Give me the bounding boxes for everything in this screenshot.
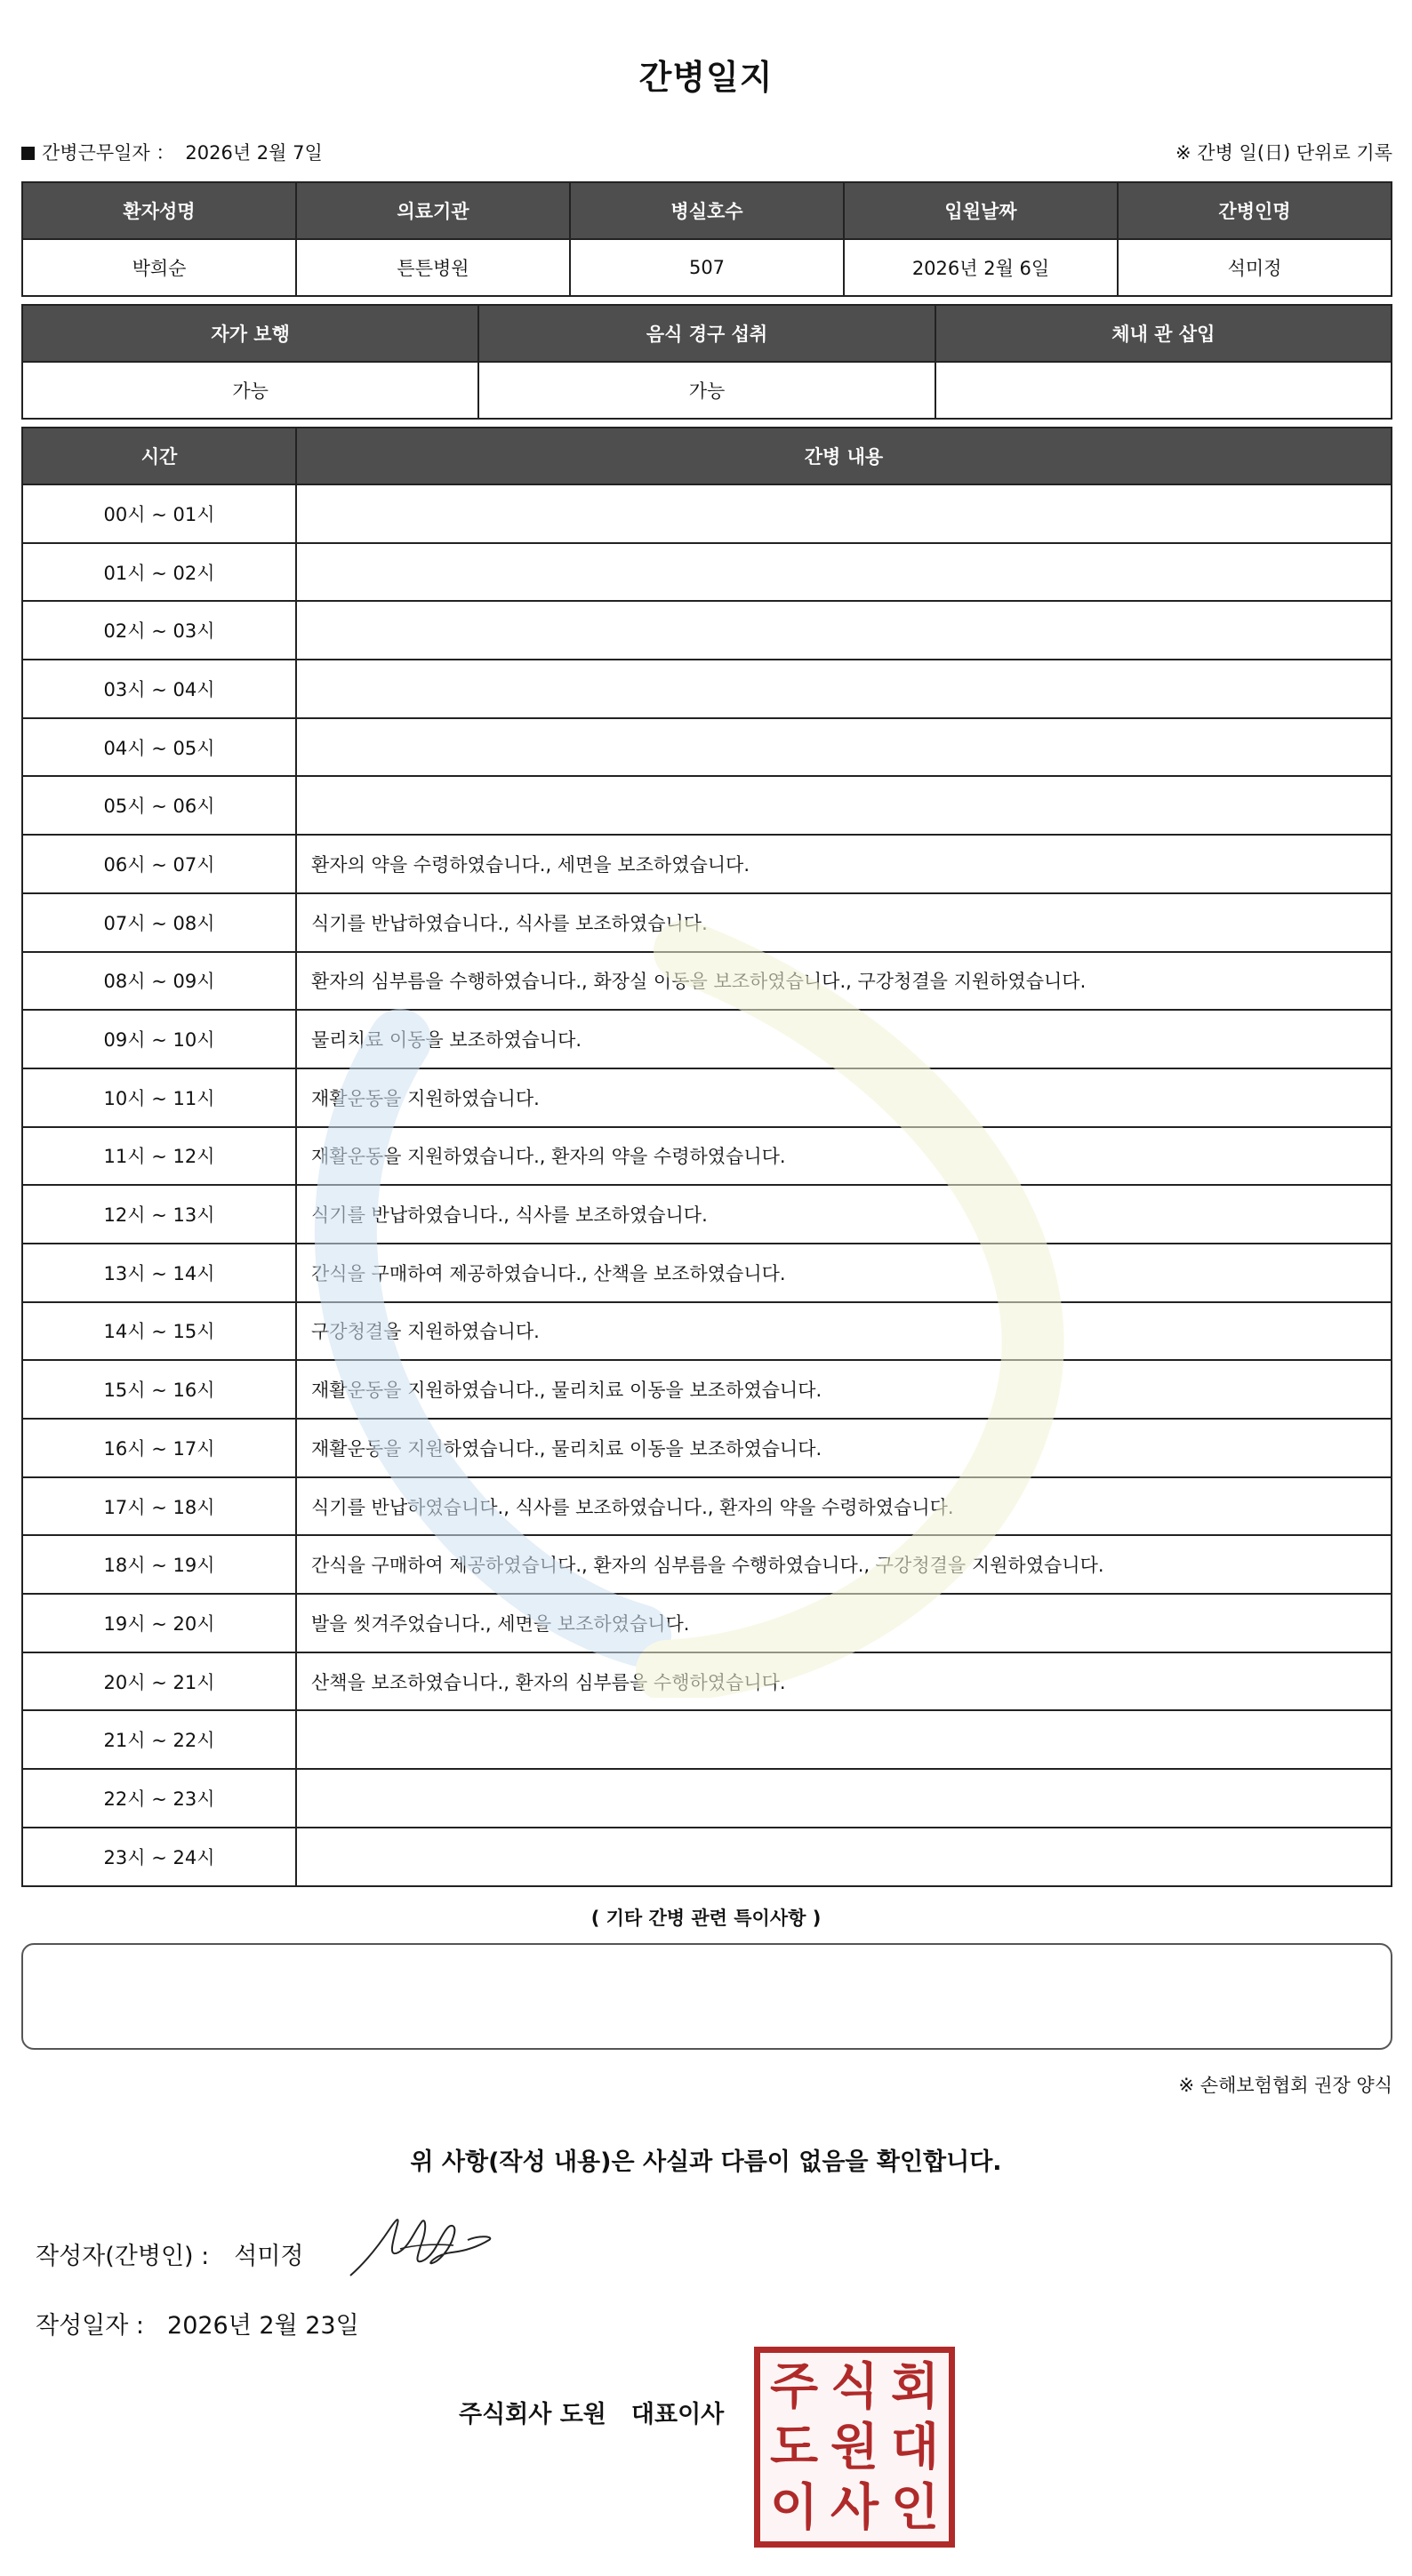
log-time: 03시 ~ 04시 [22, 660, 296, 718]
header-caregiver: 간병인명 [1118, 182, 1392, 239]
admission-date: 2026년 2월 6일 [844, 239, 1118, 296]
header-oral-intake: 음식 경구 섭취 [478, 305, 935, 362]
log-time: 04시 ~ 05시 [22, 718, 296, 777]
log-time: 19시 ~ 20시 [22, 1594, 296, 1652]
log-content[interactable]: 발을 씻겨주었습니다., 세면을 보조하였습니다. [296, 1594, 1392, 1652]
signature [347, 2210, 498, 2281]
log-time: 20시 ~ 21시 [22, 1652, 296, 1711]
log-row [22, 1010, 1392, 1068]
record-unit-note: ※ 간병 일(日) 단위로 기록 [1175, 142, 1392, 164]
log-row [22, 1828, 1392, 1886]
log-row [22, 601, 1392, 660]
writer-label: 작성자(간병인) : [36, 2243, 210, 2270]
log-content[interactable]: 산책을 보조하였습니다., 환자의 심부름을 수행하였습니다. [296, 1652, 1392, 1711]
write-date-label: 작성일자 : [36, 2312, 145, 2340]
log-content[interactable]: 식기를 반납하였습니다., 식사를 보조하였습니다., 환자의 약을 수령하였습니다. [296, 1477, 1392, 1536]
document-title: 간병일지 [638, 58, 774, 97]
log-content[interactable] [296, 1769, 1392, 1828]
log-row [22, 1244, 1392, 1302]
tube-insertion-value [935, 362, 1392, 419]
log-time: 17시 ~ 18시 [22, 1477, 296, 1536]
log-row [22, 484, 1392, 543]
company-seal [754, 2347, 955, 2548]
seal-char-6: 대 [890, 2418, 940, 2476]
recommend-note: ※ 손해보험협회 권장 양식 [1178, 2075, 1392, 2096]
log-time: 22시 ~ 23시 [22, 1769, 296, 1828]
seal-char-7: 이 [769, 2478, 819, 2537]
log-row [22, 893, 1392, 952]
log-time: 07시 ~ 08시 [22, 893, 296, 952]
seal-char-9: 인 [890, 2478, 940, 2537]
log-time: 02시 ~ 03시 [22, 601, 296, 660]
log-content[interactable]: 식기를 반납하였습니다., 식사를 보조하였습니다. [296, 1185, 1392, 1244]
log-row [22, 718, 1392, 777]
work-date [21, 139, 323, 165]
oral-intake-value: 가능 [478, 362, 935, 419]
log-content[interactable]: 재활운동을 지원하였습니다., 물리치료 이동을 보조하였습니다. [296, 1360, 1392, 1419]
log-time: 08시 ~ 09시 [22, 952, 296, 1011]
log-time: 09시 ~ 10시 [22, 1010, 296, 1068]
header-room: 병실호수 [570, 182, 844, 239]
log-row [22, 1710, 1392, 1769]
writer-name: 석미정 [234, 2243, 304, 2270]
log-time: 11시 ~ 12시 [22, 1127, 296, 1186]
log-time: 13시 ~ 14시 [22, 1244, 296, 1302]
care-log-table [21, 427, 1392, 1887]
patient-info-table [21, 181, 1392, 297]
log-time: 01시 ~ 02시 [22, 543, 296, 602]
work-date-value: 2026년 2월 7일 [185, 142, 323, 164]
log-time: 05시 ~ 06시 [22, 776, 296, 835]
write-date-value: 2026년 2월 23일 [167, 2312, 359, 2340]
seal-char-8: 사 [830, 2478, 879, 2537]
log-content[interactable]: 재활운동을 지원하였습니다., 물리치료 이동을 보조하였습니다. [296, 1419, 1392, 1477]
log-time: 23시 ~ 24시 [22, 1828, 296, 1886]
header-hospital: 의료기관 [296, 182, 570, 239]
log-time: 14시 ~ 15시 [22, 1302, 296, 1361]
log-content[interactable]: 재활운동을 지원하였습니다., 환자의 약을 수령하였습니다. [296, 1127, 1392, 1186]
log-content[interactable] [296, 1828, 1392, 1886]
write-date-line [36, 2306, 359, 2340]
log-time: 21시 ~ 22시 [22, 1710, 296, 1769]
log-content[interactable]: 식기를 반납하였습니다., 식사를 보조하였습니다. [296, 893, 1392, 952]
log-time: 00시 ~ 01시 [22, 484, 296, 543]
log-row [22, 1419, 1392, 1477]
log-row [22, 543, 1392, 602]
log-row [22, 660, 1392, 718]
writer-line [36, 2236, 304, 2271]
header-self-walking: 자가 보행 [22, 305, 478, 362]
log-row [22, 1594, 1392, 1652]
special-notes-title: ( 기타 간병 관련 특이사항 ) [590, 1908, 822, 1929]
log-content[interactable] [296, 1710, 1392, 1769]
log-time: 16시 ~ 17시 [22, 1419, 296, 1477]
seal-char-4: 도 [769, 2418, 819, 2476]
company-rep: 대표이사 [630, 2401, 725, 2428]
log-row [22, 952, 1392, 1011]
log-row [22, 1360, 1392, 1419]
log-time: 18시 ~ 19시 [22, 1535, 296, 1594]
log-row [22, 1535, 1392, 1594]
log-content[interactable] [296, 601, 1392, 660]
log-content[interactable] [296, 718, 1392, 777]
log-content[interactable]: 환자의 약을 수령하였습니다., 세면을 보조하였습니다. [296, 835, 1392, 893]
log-content[interactable] [296, 660, 1392, 718]
seal-char-3: 회 [890, 2357, 940, 2416]
header-care-content: 간병 내용 [296, 428, 1392, 484]
log-row [22, 1652, 1392, 1711]
log-content[interactable]: 환자의 심부름을 수행하였습니다., 화장실 이동을 보조하였습니다., 구강청결을 지원하였습니다. [296, 952, 1392, 1011]
log-content[interactable] [296, 776, 1392, 835]
log-row [22, 1068, 1392, 1127]
company-line [459, 2395, 724, 2429]
seal-char-2: 식 [830, 2357, 879, 2416]
self-walking-value: 가능 [22, 362, 478, 419]
header-patient-name: 환자성명 [22, 182, 296, 239]
log-content[interactable]: 재활운동을 지원하였습니다. [296, 1068, 1392, 1127]
work-date-label: 간병근무일자 ： [42, 142, 175, 164]
hospital-name: 튼튼병원 [296, 239, 570, 296]
log-content[interactable]: 간식을 구매하여 제공하였습니다., 환자의 심부름을 수행하였습니다., 구강청결을 지원하였습니다. [296, 1535, 1392, 1594]
log-row [22, 835, 1392, 893]
log-row [22, 1769, 1392, 1828]
header-tube-insertion: 체내 관 삽입 [935, 305, 1392, 362]
log-time: 15시 ~ 16시 [22, 1360, 296, 1419]
log-row [22, 1185, 1392, 1244]
log-time: 10시 ~ 11시 [22, 1068, 296, 1127]
log-content[interactable]: 구강청결을 지원하였습니다. [296, 1302, 1392, 1361]
company-name: 주식회사 도원 [459, 2401, 606, 2428]
log-content[interactable]: 물리치료 이동을 보조하였습니다. [296, 1010, 1392, 1068]
header-admission-date: 입원날짜 [844, 182, 1118, 239]
patient-status-table [21, 304, 1392, 420]
log-content[interactable] [296, 543, 1392, 602]
log-row [22, 1127, 1392, 1186]
square-bullet-icon [21, 147, 35, 160]
log-row [22, 1302, 1392, 1361]
header-time: 시간 [22, 428, 296, 484]
meta-row [21, 139, 1392, 167]
seal-char-5: 원 [830, 2418, 879, 2476]
room-number: 507 [570, 239, 844, 296]
log-time: 12시 ~ 13시 [22, 1185, 296, 1244]
log-content[interactable]: 간식을 구매하여 제공하였습니다., 산책을 보조하였습니다. [296, 1244, 1392, 1302]
confirmation-statement: 위 사항(작성 내용)은 사실과 다름이 없음을 확인합니다. [410, 2148, 1002, 2176]
caregiver-name: 석미정 [1118, 239, 1392, 296]
seal-char-1: 주 [769, 2357, 819, 2416]
log-content[interactable] [296, 484, 1392, 543]
log-row [22, 1477, 1392, 1536]
log-row [22, 776, 1392, 835]
patient-name: 박희순 [22, 239, 296, 296]
log-time: 06시 ~ 07시 [22, 835, 296, 893]
special-notes-box[interactable] [21, 1943, 1392, 2050]
